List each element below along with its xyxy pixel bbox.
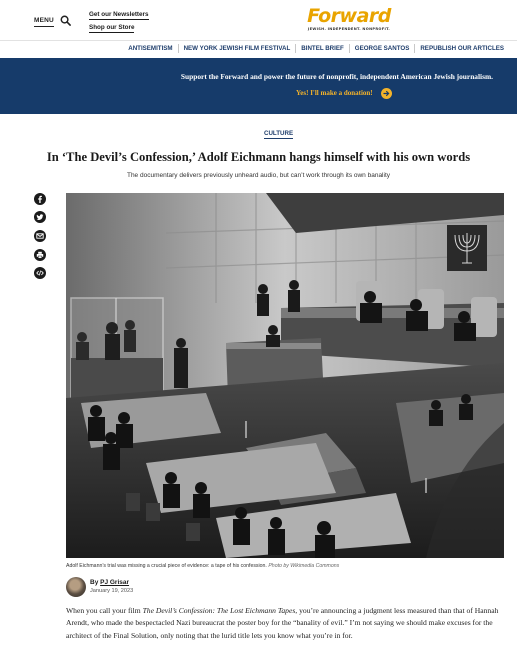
nav-item-antisemitism[interactable]: ANTISEMITISM [128,45,173,52]
banner-message: Support the Forward and power the future of nonprofit, independent American Jewish journalism. [180,72,493,81]
body-intro: When you call your film [66,606,143,615]
nav-item-film-festival[interactable]: NEW YORK JEWISH FILM FESTIVAL [178,44,296,53]
section-label[interactable] [264,130,293,137]
author-avatar[interactable] [66,577,86,597]
newsletter-link[interactable]: Get our Newsletters [89,11,149,18]
nav-item-republish[interactable]: REPUBLISH OUR ARTICLES [414,44,509,53]
photo-caption [66,563,339,569]
email-icon[interactable] [34,230,46,242]
embed-icon[interactable] [34,267,46,279]
film-title: The Devil’s Confession: The Lost Eichmann Tapes [142,606,296,615]
article-body-paragraph [66,605,502,642]
author-link[interactable]: PJ Grisar [100,579,130,586]
search-icon[interactable] [60,15,71,26]
byline-prefix: By [90,579,99,586]
photo-credit: Photo by Wikimedia Commons [268,563,340,569]
store-link[interactable]: Shop our Store [89,24,135,31]
donation-banner [0,58,517,114]
menu-button[interactable] [34,17,54,24]
caption-text: Adolf Eichmann’s trial was missing a crucial piece of evidence: a tape of his confession. [66,563,267,569]
facebook-icon[interactable] [34,193,46,205]
logo-wordmark: Forward [307,5,391,27]
byline [90,579,129,586]
article-headline: In ‘The Devil’s Confession,’ Adolf Eichmann hangs himself with his own words [46,150,471,164]
article-dek: The documentary delivers previously unheard audio, but can’t work through its own banality [126,172,391,179]
article-photo [66,193,504,558]
nav-item-bintel-brief[interactable]: BINTEL BRIEF [295,44,349,53]
nav-item-george-santos[interactable]: GEORGE SANTOS [349,44,415,53]
body-rest: , you’re announcing a judgment less measured than that of Hannah Arendt, who made the bespectacled Nazi bureaucrat the poster boy for the “banality of evil.” I’m not saying we should make excuses for the architect of the Final Solution, only noting that the lurid title lets you know what you’re in for. [66,606,499,640]
arrow-right-icon[interactable] [381,88,392,99]
menu-label: MENU [34,17,54,24]
twitter-icon[interactable] [34,211,46,223]
publish-date: January 19, 2023 [90,588,134,594]
print-icon[interactable] [34,249,46,261]
topic-nav [0,40,517,57]
site-header [0,0,517,38]
donate-link[interactable]: Yes! I'll make a donation! [296,89,373,97]
site-logo[interactable] [305,6,393,31]
section-label-text: CULTURE [264,130,294,137]
logo-tagline: JEWISH. INDEPENDENT. NONPROFIT. [307,27,391,31]
